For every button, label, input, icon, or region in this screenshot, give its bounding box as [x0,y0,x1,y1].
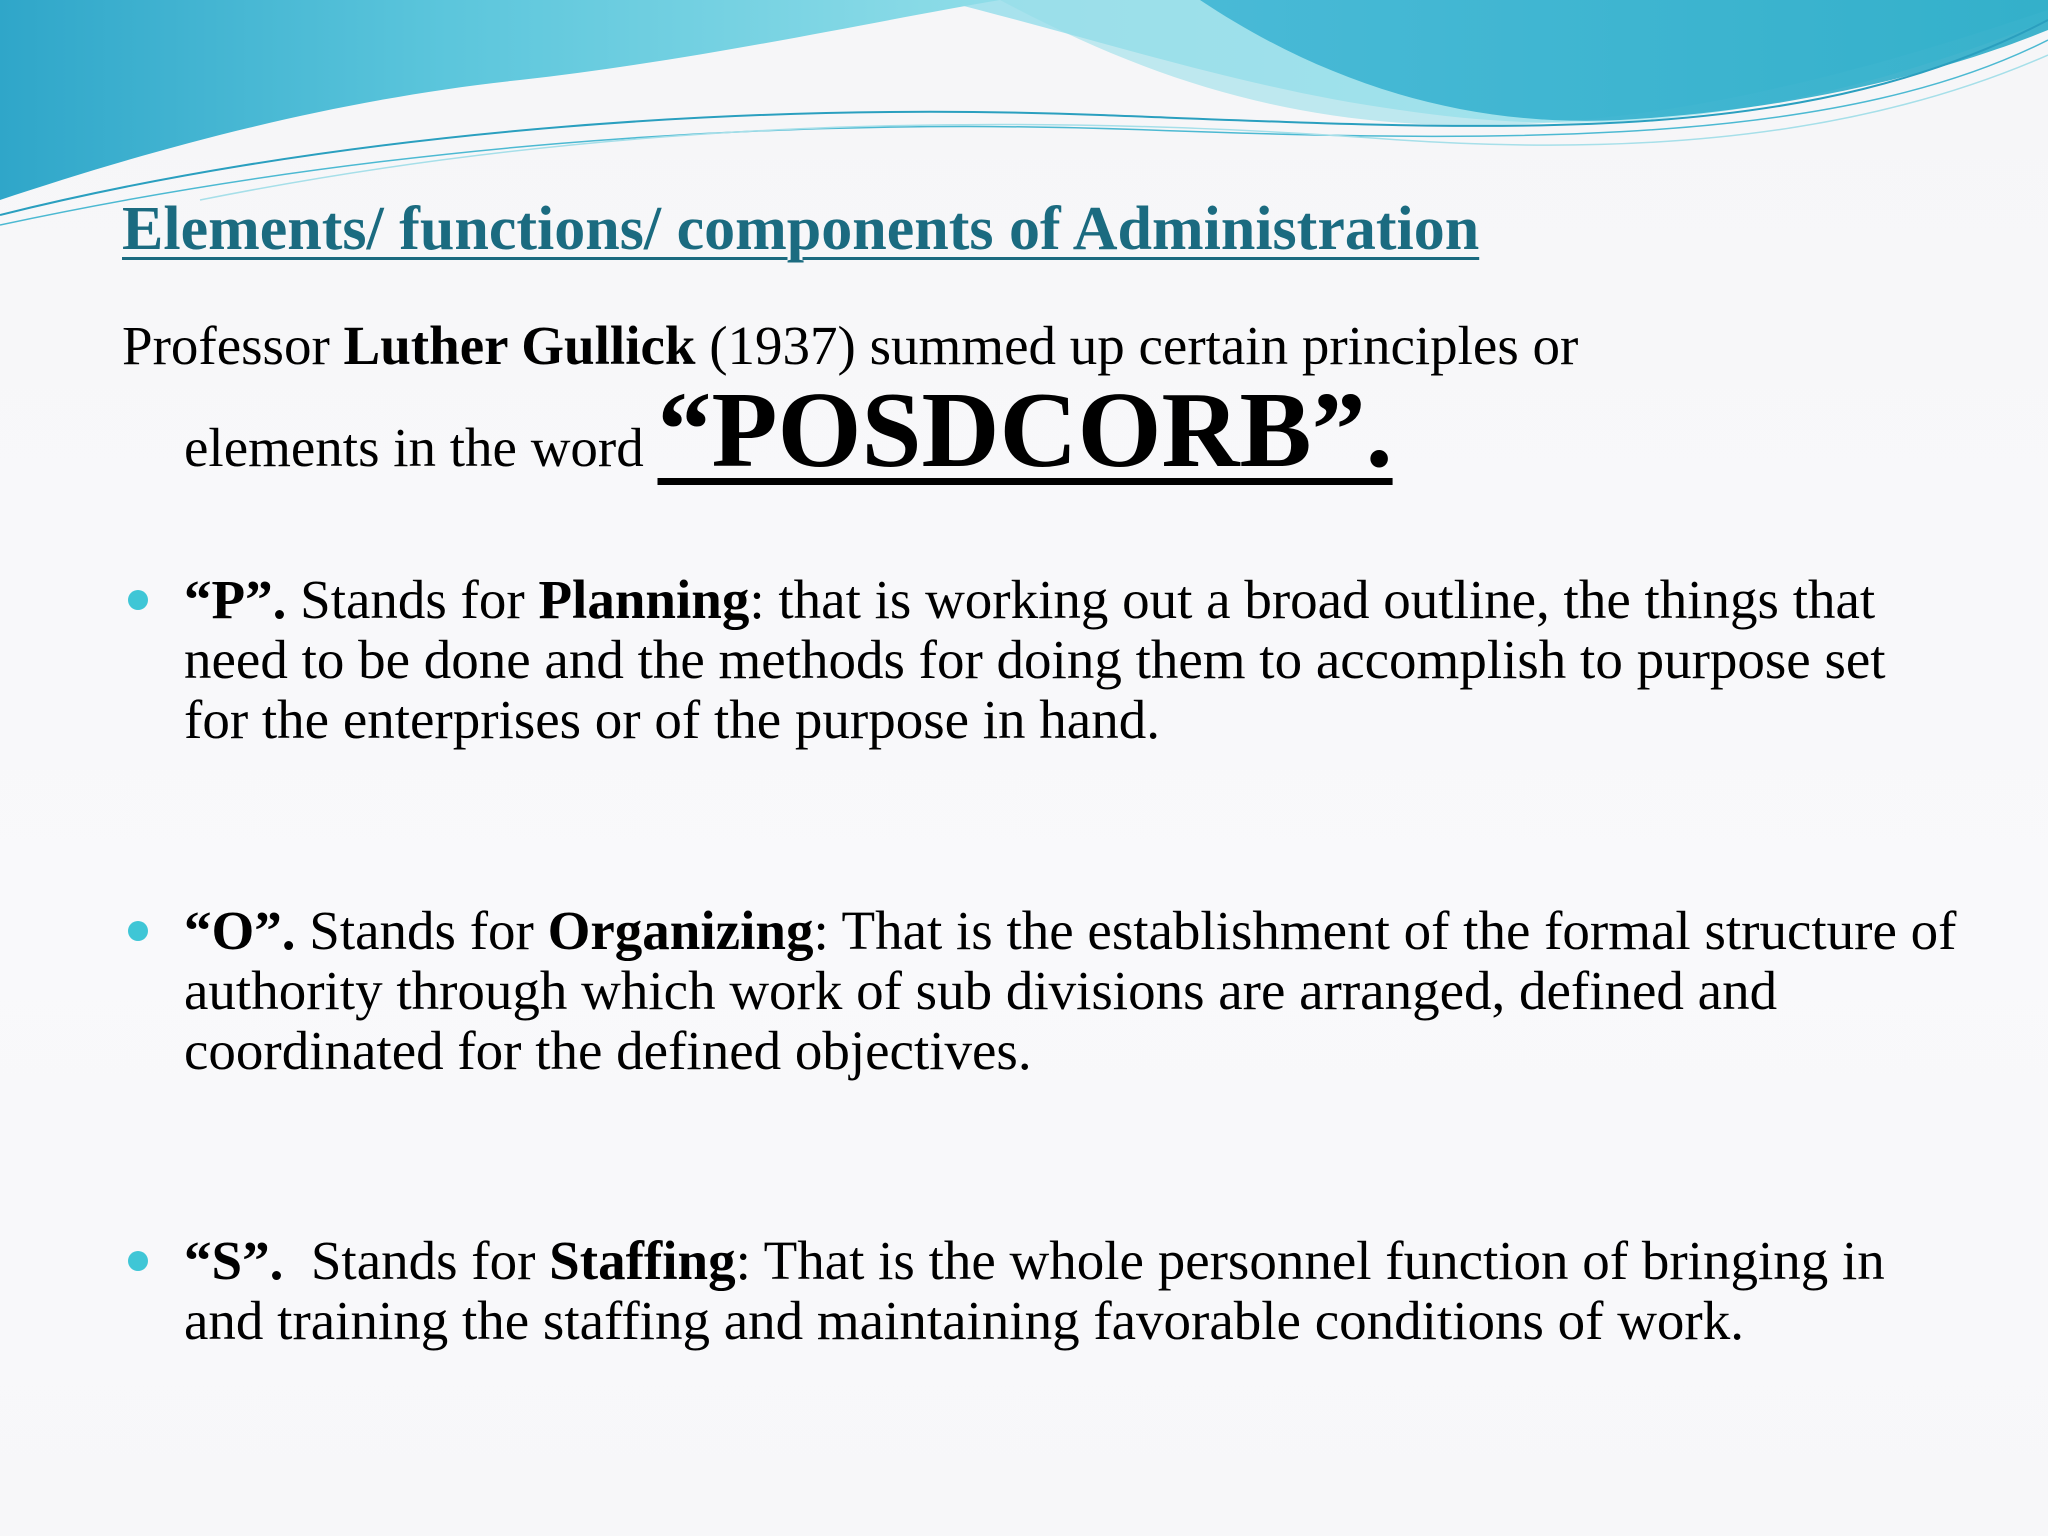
intro-text-3: elements in the word [184,417,658,478]
bullet-term: Staffing [549,1230,736,1291]
bullet-pre: Stands for [283,1230,550,1291]
slide-title: Elements/ functions/ components of Administration [122,195,1480,263]
bullet-letter: “P”. [184,569,287,630]
bullet-list [122,570,1962,1502]
bullet-pre: Stands for [295,900,548,961]
bullet-letter: “S”. [184,1230,284,1291]
posdcorb-keyword: “POSDCORB”. [657,371,1393,490]
bullet-text: : That is the whole personnel function of bringing in and training the staffing and maintaining favorable conditions of work. [184,1230,1885,1351]
bullet-term: Organizing [547,900,814,961]
bullet-organizing [122,901,1962,1081]
bullet-dot-icon [128,921,148,941]
bullet-text: : that is working out a broad outline, the things that need to be done and the methods for doing them to accomplish to purpose set for the enterprises or of the purpose in hand. [184,569,1886,750]
author-name: Luther Gullick [343,315,696,376]
intro-line-2 [184,371,1942,490]
bullet-pre: Stands for [286,569,539,630]
bullet-dot-icon [128,1251,148,1271]
intro-line-1 [122,315,1942,376]
intro-text-1: Professor [122,315,344,376]
intro-paragraph [122,315,1942,490]
bullet-text: : That is the establishment of the formal structure of authority through which work of sub divisions are arranged, defined and coordinated for the defined objectives. [184,900,1957,1081]
intro-text-2: (1937) summed up certain principles or [695,315,1579,376]
bullet-planning [122,570,1962,750]
bullet-staffing [122,1231,1962,1351]
bullet-dot-icon [128,590,148,610]
bullet-term: Planning [538,569,750,630]
bullet-letter: “O”. [184,900,296,961]
